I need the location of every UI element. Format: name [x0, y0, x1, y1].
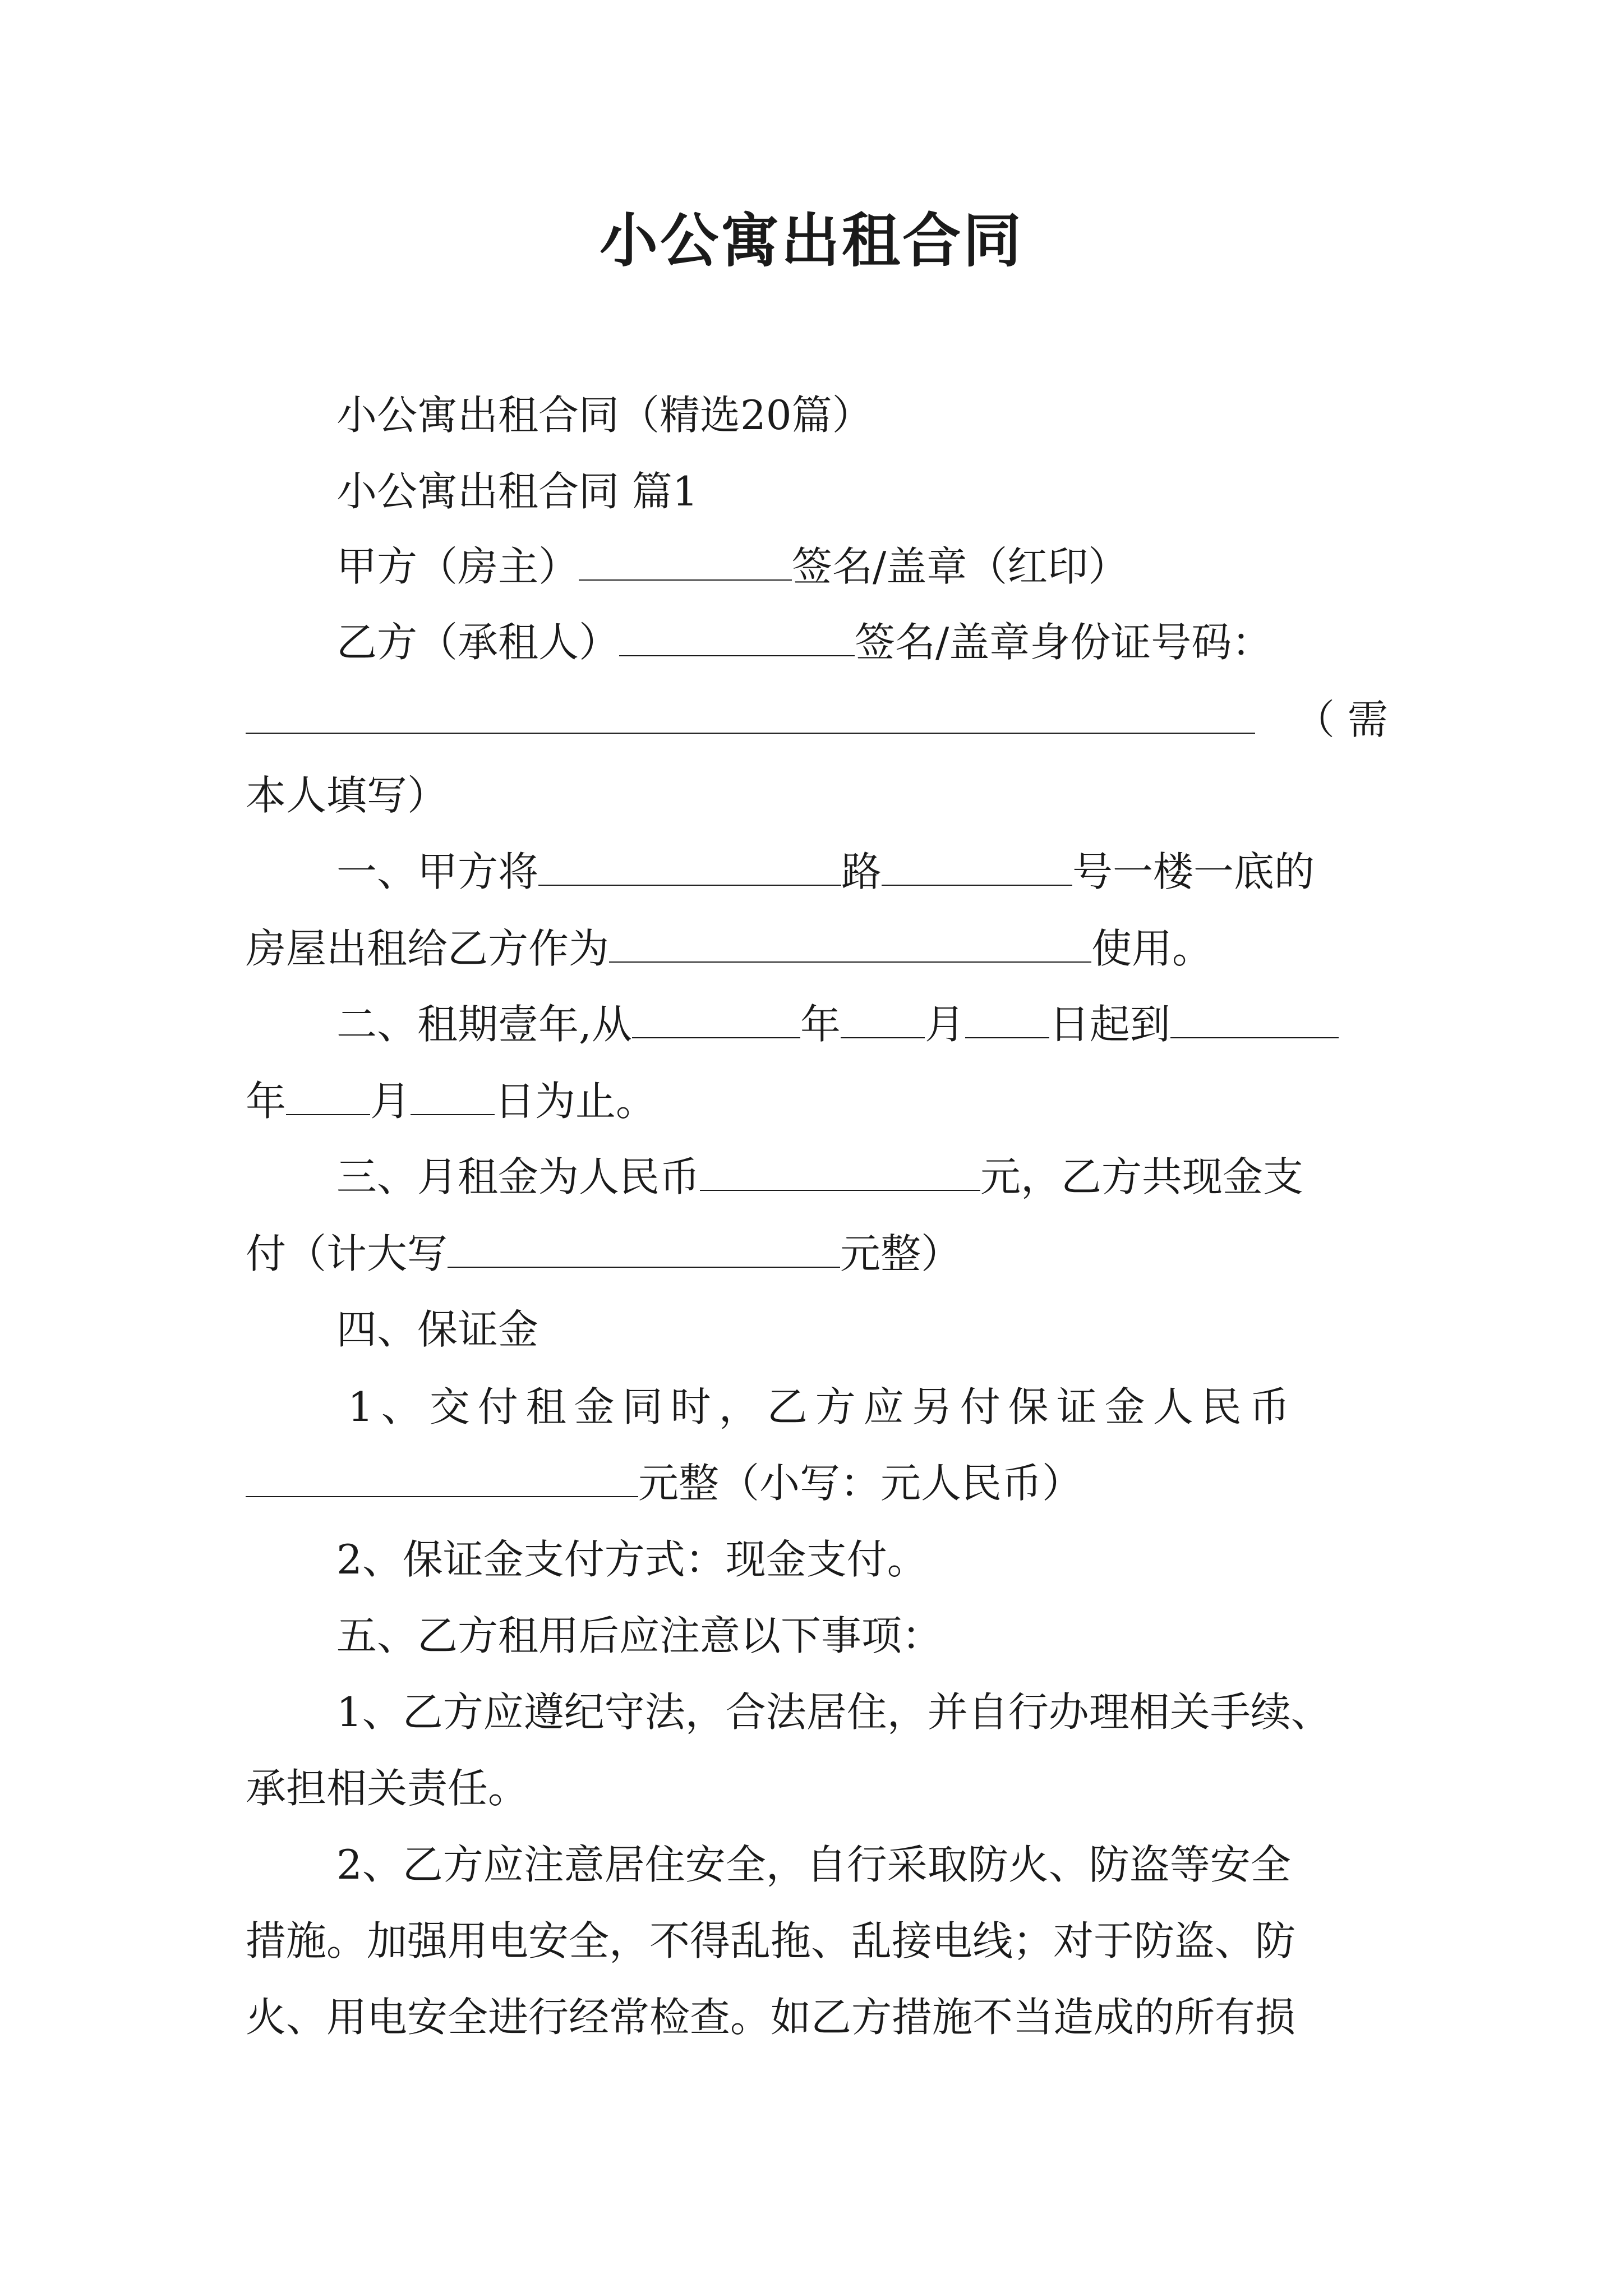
blank-field	[579, 540, 792, 581]
clause-5-item-1: 1、乙方应遵纪守法，合法居住，并自行办理相关手续、	[336, 1688, 1331, 1736]
blank-field	[246, 693, 1255, 734]
party-b-line: 乙方（承租人） 签名/盖章身份证号码：	[336, 614, 1272, 670]
paragraph-line: 本人填写）	[246, 772, 448, 819]
clause-1-line-2: 房屋出租给乙方作为 使用。	[246, 921, 1212, 977]
clause-3-line: 三、月租金为人民币 元，乙方共现金支	[336, 1149, 1303, 1205]
deposit-line-2: 元整（小写：元人民币）	[246, 1455, 1082, 1511]
clause-5-item-1-cont: 承担相关责任。	[246, 1765, 529, 1812]
clause-5-heading: 五、乙方租用后应注意以下事项：	[336, 1612, 943, 1659]
clause-5-item-2-cont: 措施。加强用电安全，不得乱拖、乱接电线；对于防盗、防	[246, 1917, 1296, 1964]
section-heading: 小公寓出租合同 篇1	[336, 468, 698, 515]
blank-field	[448, 1227, 840, 1268]
blank-field	[286, 1075, 370, 1115]
blank-field	[619, 616, 855, 656]
clause-1-line: 一、甲方将 路 号一楼一底的	[336, 844, 1315, 900]
deposit-line: 1、交付租金同时，乙方应另付保证金人民币	[348, 1383, 1298, 1430]
blank-field	[1170, 998, 1339, 1038]
clause-2-line: 二、租期壹年,从 年 月 日起到	[336, 996, 1339, 1052]
clause-5-item-2: 2、乙方应注意居住安全，自行采取防火、防盗等安全	[336, 1841, 1291, 1888]
clause-5-item-2-cont-2: 火、用电安全进行经常检查。如乙方措施不当造成的所有损	[246, 1994, 1296, 2041]
blank-field	[411, 1075, 495, 1115]
subtitle: 小公寓出租合同（精选20篇）	[336, 392, 873, 439]
blank-field	[700, 1151, 980, 1191]
clause-3-line-2: 付（计大写 元整）	[246, 1226, 961, 1282]
party-a-line: 甲方（房主） 签名/盖章（红印）	[336, 539, 1128, 595]
blank-field	[609, 922, 1091, 963]
blank-field	[965, 998, 1049, 1038]
clause-4-heading: 四、保证金	[336, 1306, 539, 1353]
blank-field	[246, 1457, 638, 1497]
blank-field	[841, 998, 925, 1038]
blank-field	[882, 845, 1072, 886]
blank-field	[632, 998, 800, 1038]
document-title: 小公寓出租合同	[599, 206, 1023, 275]
blank-field	[538, 845, 841, 886]
deposit-payment-line: 2、保证金支付方式：现金支付。	[336, 1536, 928, 1583]
id-number-line: （ 需	[246, 692, 1388, 748]
clause-2-line-2: 年 月 日为止。	[246, 1073, 656, 1129]
